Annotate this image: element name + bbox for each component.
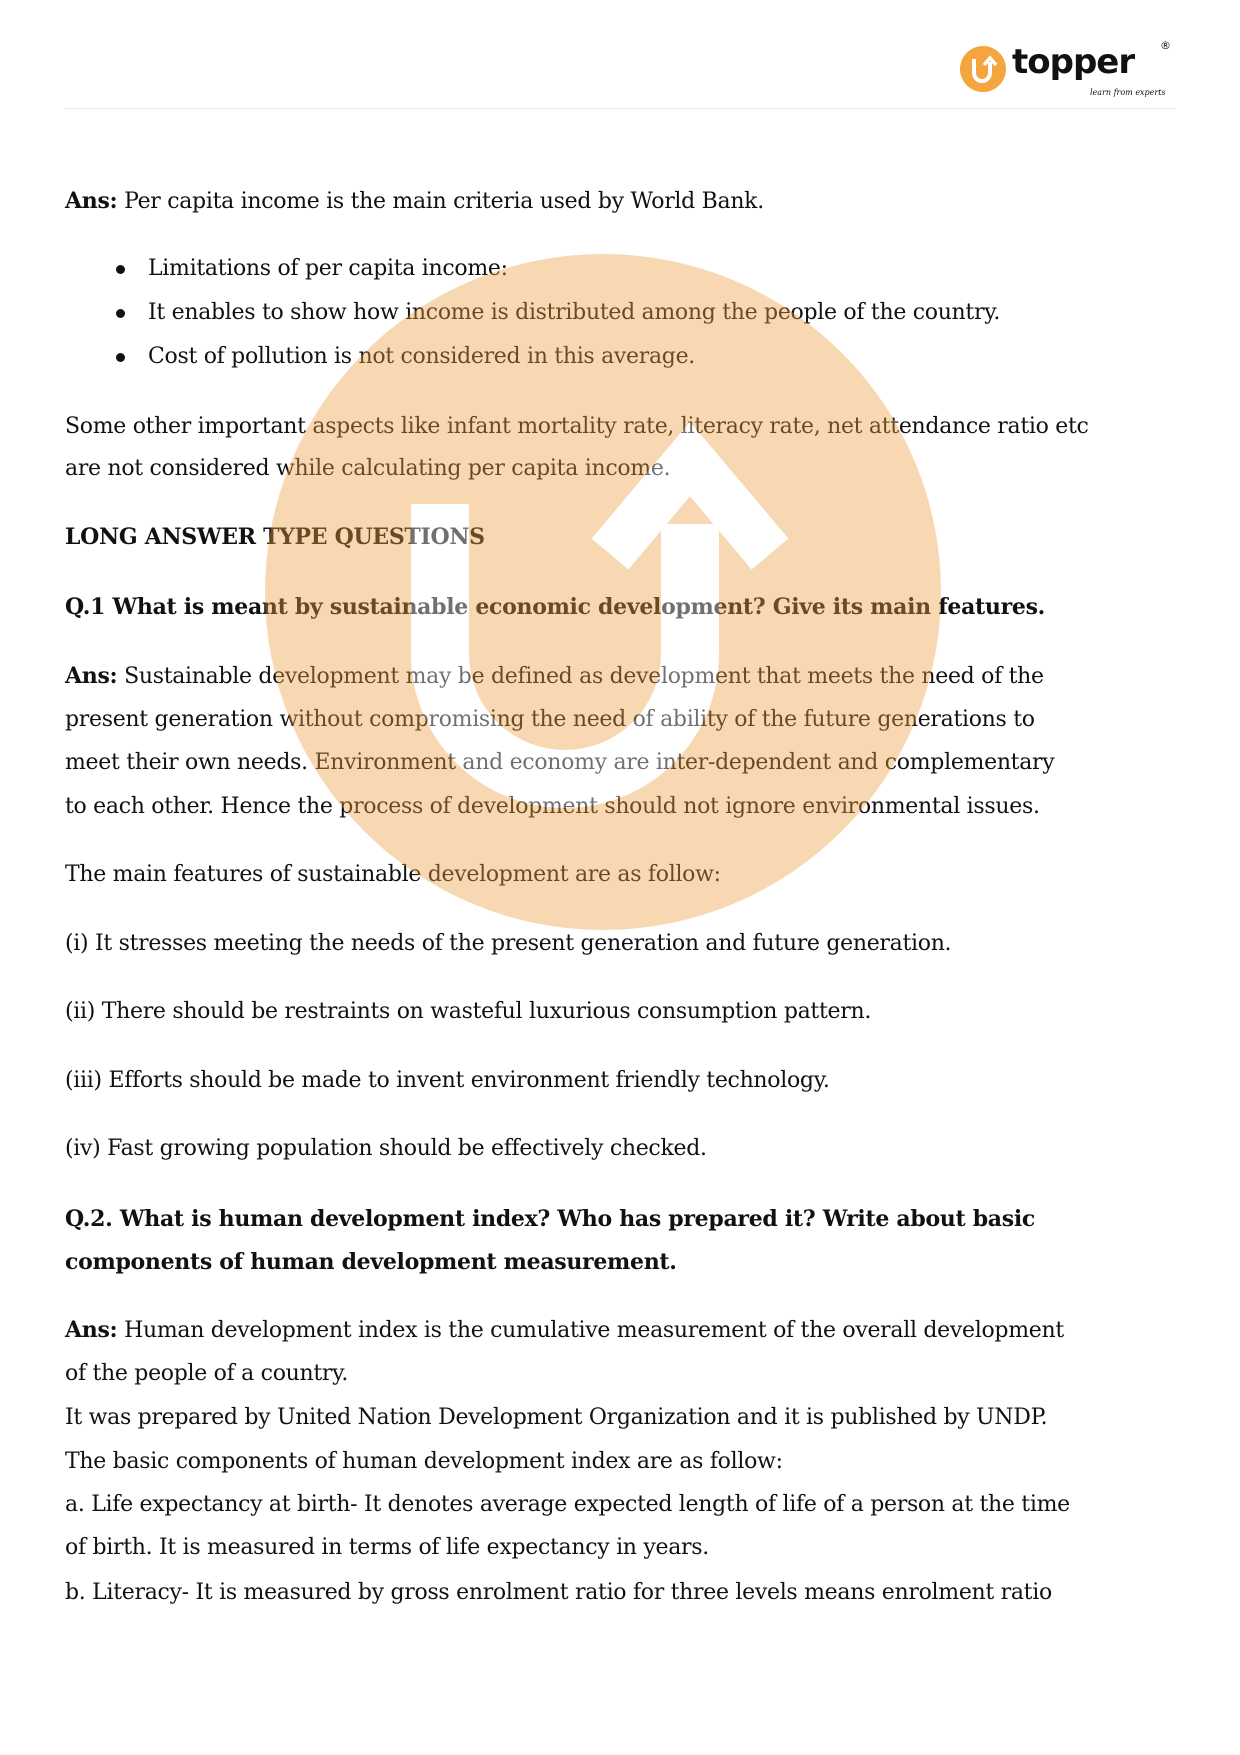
bullet-icon: [116, 309, 125, 318]
answer-line: present generation without compromising the need of ability of the future generations to: [65, 707, 1035, 732]
answer-line: It was prepared by United Nation Development Organization and it is published by UNDP.: [65, 1405, 1048, 1430]
question-2: components of human development measurement.: [65, 1249, 677, 1275]
feature-item: (i) It stresses meeting the needs of the present generation and future generation.: [65, 931, 952, 956]
answer-line: The basic components of human development index are as follow:: [65, 1449, 783, 1474]
registered-mark: ®: [1160, 39, 1171, 52]
answer-line: a. Life expectancy at birth- It denotes average expected length of life of a person at the time: [65, 1492, 1070, 1517]
answer-line: meet their own needs. Environment and economy are inter-dependent and complementary: [65, 750, 1055, 775]
list-item: Cost of pollution is not considered in this average.: [148, 344, 696, 369]
ans-text: Human development index is the cumulative measurement of the overall development: [117, 1318, 1064, 1343]
list-item: It enables to show how income is distributed among the people of the country.: [148, 300, 1001, 325]
logo-tagline: learn from experts: [1090, 88, 1166, 97]
answer-line: [65, 661, 1044, 692]
answer-line: to each other. Hence the process of development should not ignore environmental issues.: [65, 794, 1040, 819]
ans-label: Ans:: [65, 1317, 118, 1343]
list-item: Limitations of per capita income:: [148, 256, 508, 281]
features-intro: The main features of sustainable development are as follow:: [65, 862, 721, 887]
header-divider: [65, 108, 1175, 109]
answer-line: [65, 186, 764, 217]
feature-item: (iv) Fast growing population should be effectively checked.: [65, 1136, 707, 1161]
answer-line: of birth. It is measured in terms of life expectancy in years.: [65, 1535, 709, 1560]
paragraph-line: Some other important aspects like infant mortality rate, literacy rate, net attendance ratio etc: [65, 414, 1089, 439]
bullet-icon: [116, 265, 125, 274]
feature-item: (iii) Efforts should be made to invent environment friendly technology.: [65, 1068, 830, 1093]
logo-mark-icon: [960, 46, 1006, 92]
bullet-icon: [116, 353, 125, 362]
logo-text: topper: [1012, 42, 1135, 82]
paragraph-line: are not considered while calculating per capita income.: [65, 456, 671, 481]
section-heading: LONG ANSWER TYPE QUESTIONS: [65, 524, 485, 550]
question-1: Q.1 What is meant by sustainable economic development? Give its main features.: [65, 594, 1046, 620]
ans-text: Sustainable development may be defined as development that meets the need of the: [117, 664, 1044, 689]
ans-label: Ans:: [65, 188, 118, 214]
answer-line: b. Literacy- It is measured by gross enrolment ratio for three levels means enrolment ratio: [65, 1580, 1052, 1605]
question-2: Q.2. What is human development index? Who has prepared it? Write about basic: [65, 1206, 1036, 1232]
answer-line: of the people of a country.: [65, 1361, 349, 1386]
answer-line: [65, 1315, 1064, 1346]
ans-text: Per capita income is the main criteria used by World Bank.: [117, 189, 764, 214]
feature-item: (ii) There should be restraints on wasteful luxurious consumption pattern.: [65, 999, 872, 1024]
ans-label: Ans:: [65, 663, 118, 689]
utopper-logo: [960, 40, 1175, 104]
